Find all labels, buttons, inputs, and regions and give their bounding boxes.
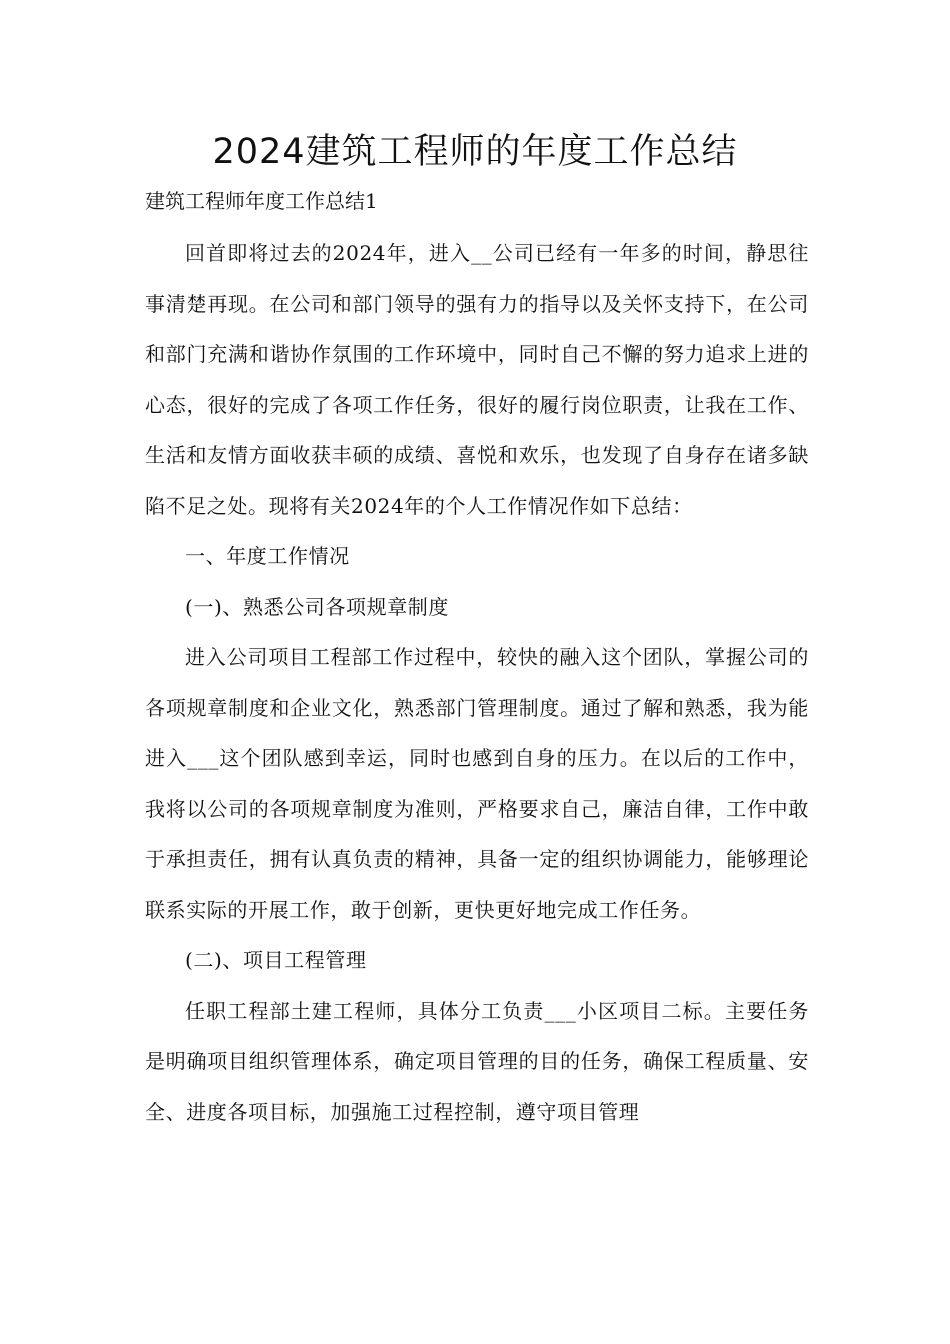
subsection-heading-project-management: (二)、项目工程管理 [185, 948, 367, 972]
section-heading-annual-work: 一、年度工作情况 [185, 544, 350, 568]
paragraph-project-management: 任职工程部土建工程师，具体分工负责___小区项目二标。主要任务是明确项目组织管理体系，确定项目管理的目的任务，确保工程质量、安全、进度各项目标，加强施工过程控制，遵守项目管理 [145, 998, 809, 1124]
document-body [145, 228, 809, 1137]
paragraph-intro: 回首即将过去的2024年，进入__公司已经有一年多的时间，静思往事清楚再现。在公司和部门领导的强有力的指导以及关怀支持下，在公司和部门充满和谐协作氛围的工作环境中，同时自己不懈的努力追求上进的心态，很好的完成了各项工作任务，很好的履行岗位职责，让我在工作、生活和友情方面收获丰硕的成绩、喜悦和欢乐，也发现了自身存在诸多缺陷不足之处。现将有关2024年的个人工作情况作如下总结： [145, 241, 809, 518]
document-subtitle: 建筑工程师年度工作总结1 [145, 189, 378, 213]
paragraph-regulations: 进入公司项目工程部工作过程中，较快的融入这个团队，掌握公司的各项规章制度和企业文化，熟悉部门管理制度。通过了解和熟悉，我为能进入___这个团队感到幸运，同时也感到自身的压力。在以后的工作中，我将以公司的各项规章制度为准则，严格要求自己，廉洁自律，工作中敢于承担责任，拥有认真负责的精神，具备一定的组织协调能力，能够理论联系实际的开展工作，敢于创新，更快更好地完成工作任务。 [145, 645, 809, 922]
document-title: 2024建筑工程师的年度工作总结 [212, 132, 738, 172]
subsection-heading-regulations: (一)、熟悉公司各项规章制度 [185, 594, 450, 619]
